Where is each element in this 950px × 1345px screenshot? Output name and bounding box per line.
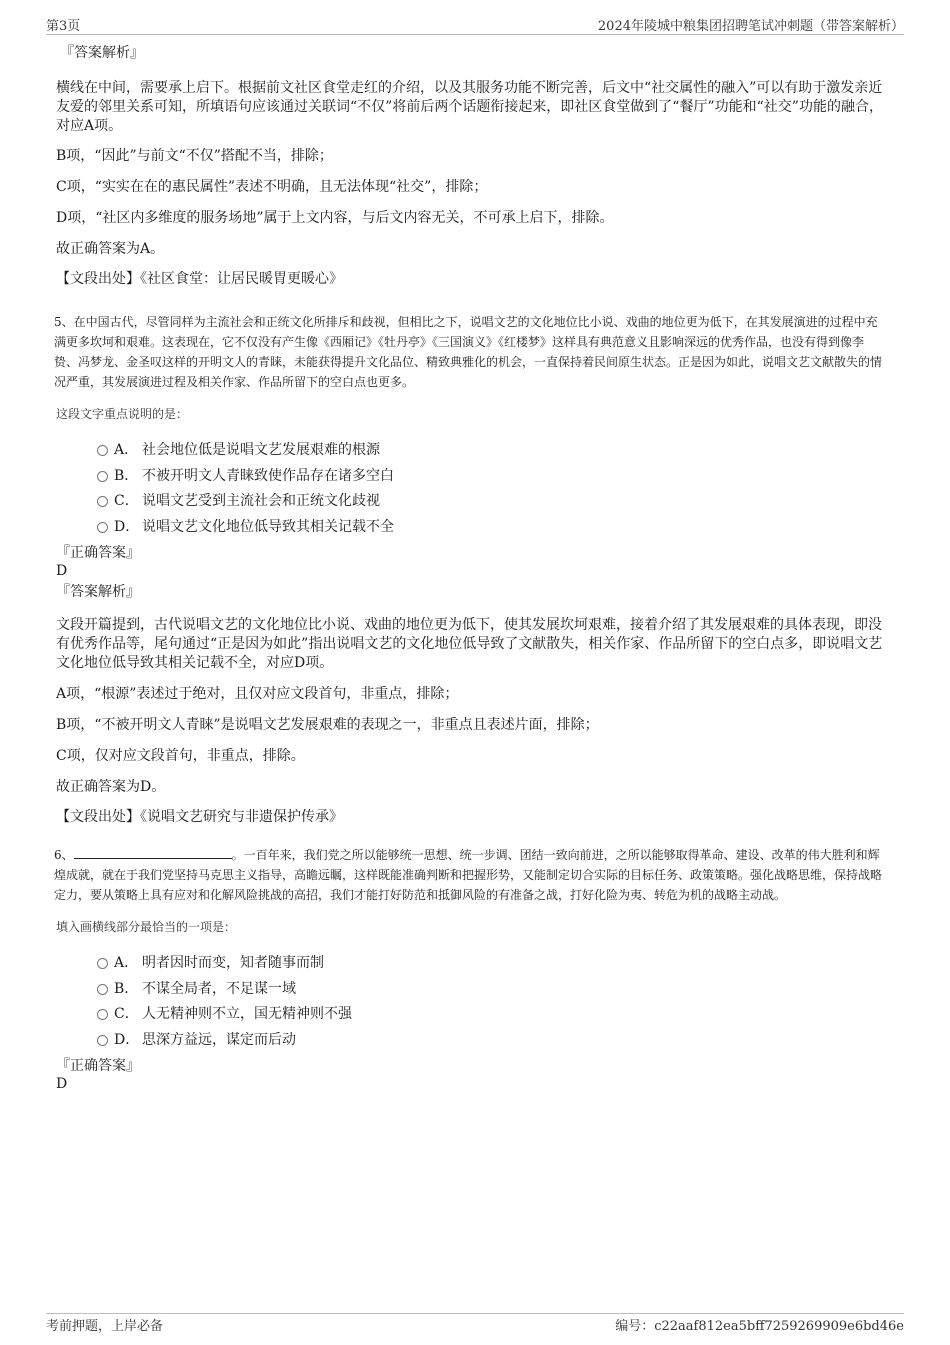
page-number: 第3页 bbox=[46, 19, 81, 34]
option-b[interactable]: B． 不谋全局者，不足谋一域 bbox=[56, 977, 884, 1003]
radio-button[interactable] bbox=[97, 522, 108, 533]
footer-slogan: 考前押题，上岸必备 bbox=[46, 1319, 164, 1334]
option-d[interactable]: D． 思深方益远，谋定而后动 bbox=[56, 1028, 884, 1054]
option-list bbox=[56, 951, 884, 1053]
analysis-option-c: C项，“实实在在的惠民属性”表述不明确，且无法体现“社交”，排除； bbox=[56, 179, 488, 195]
analysis-option-b: B项，“因此”与前文“不仅”搭配不当，排除； bbox=[56, 148, 333, 164]
text-source: 【文段出处】《说唱文艺研究与非遗保护传承》 bbox=[56, 809, 343, 825]
answer-label: 『正确答案』 bbox=[56, 545, 140, 561]
analysis-conclusion: 故正确答案为A。 bbox=[56, 241, 165, 257]
option-b[interactable]: B． 不被开明文人青睐致使作品存在诸多空白 bbox=[56, 464, 884, 490]
option-a[interactable]: A． 明者因时而变，知者随事而制 bbox=[56, 951, 884, 977]
analysis-label: 『答案解析』 bbox=[56, 584, 140, 600]
analysis-conclusion: 故正确答案为D。 bbox=[56, 779, 166, 795]
option-d[interactable]: D． 说唱文艺文化地位低导致其相关记载不全 bbox=[56, 515, 884, 541]
option-a[interactable]: A． 社会地位低是说唱文艺发展艰难的根源 bbox=[56, 438, 884, 464]
option-c[interactable]: C． 人无精神则不立，国无精神则不强 bbox=[56, 1002, 884, 1028]
analysis-text: 横线在中间，需要承上启下。根据前文社区食堂走红的介绍，以及其服务功能不断完善，后文中“社交属性的融入”可以有助于激发亲近友爱的邻里关系可知，所填语句应该通过关联词“不仅”将前后两个话题衔接起来，即社区食堂做到了“餐厅”功能和“社交”功能的融合，对应A项。 bbox=[56, 80, 883, 134]
answer-value: D bbox=[56, 1076, 68, 1092]
page-footer bbox=[46, 1313, 904, 1334]
question-4-analysis bbox=[56, 44, 884, 289]
answer-label: 『正确答案』 bbox=[56, 1058, 140, 1074]
question-number: 6、 bbox=[54, 848, 74, 862]
radio-button[interactable] bbox=[97, 958, 108, 969]
fill-blank bbox=[74, 846, 232, 859]
radio-button[interactable] bbox=[97, 984, 108, 995]
document-code: 编号：c22aaf812ea5bff7259269909e6bd46e bbox=[615, 1319, 904, 1334]
question-prompt: 这段文字重点说明的是： bbox=[56, 407, 189, 421]
text-source: 【文段出处】《社区食堂：让居民暖胃更暖心》 bbox=[56, 271, 343, 287]
analysis-label: 『答案解析』 bbox=[60, 45, 144, 61]
page-content bbox=[56, 44, 884, 1093]
radio-button[interactable] bbox=[97, 1009, 108, 1020]
option-c[interactable]: C． 说唱文艺受到主流社会和正统文化歧视 bbox=[56, 489, 884, 515]
radio-button[interactable] bbox=[97, 471, 108, 482]
answer-value: D bbox=[56, 563, 68, 579]
question-text: 5、在中国古代，尽管同样为主流社会和正统文化所排斥和歧视，但相比之下，说唱文艺的文化地位比小说、戏曲的地位更为低下，在其发展演进的过程中充满更多坎坷和艰难。这表现在，它不仅没有产生像《西厢记》《牡丹亭》《三国演义》《红楼梦》这样具有典范意义且影响深远的优秀作品，也没有得到像李贽、冯梦龙、金圣叹这样的开明文人的青睐，未能获得提升文化品位、精致典雅化的机会，一直保持着民间原生状态。正是因为如此，说唱文艺文献散失的情况严重，其发展演进过程及相关作家、作品所留下的空白点也更多。 bbox=[54, 315, 883, 389]
analysis-option-c: C项，仅对应文段首句，非重点，排除。 bbox=[56, 748, 305, 764]
radio-button[interactable] bbox=[97, 445, 108, 456]
question-prompt: 填入画横线部分最恰当的一项是： bbox=[56, 920, 237, 934]
analysis-text: 文段开篇提到，古代说唱文艺的文化地位比小说、戏曲的地位更为低下，使其发展坎坷艰难，接着介绍了其发展艰难的具体表现，即没有优秀作品等，尾句通过“正是因为如此”指出说唱文艺的文化地位低导致了文献散失，相关作家、作品所留下的空白点多，即说唱文艺文化地位低导致其相关记载不全，对应D项。 bbox=[56, 617, 883, 671]
radio-button[interactable] bbox=[97, 1035, 108, 1046]
document-title: 2024年陵城中粮集团招聘笔试冲刺题（带答案解析） bbox=[597, 19, 904, 34]
question-text: 6、 。一百年来，我们党之所以能够统一思想、统一步调、团结一致向前进，之所以能够取得革命、建设、改革的伟大胜利和辉煌成就，就在于我们党坚持马克思主义指导，高瞻远瞩，这样既能准确判断和把握形势，又能制定切合实际的目标任务、政策策略。强化战略思维，保持战略定力，要从策略上具有应对和化解风险挑战的高招，我们才能打好防范和抵御风险的有准备之战，打好化险为夷、转危为机的战略主动战。 bbox=[54, 848, 883, 902]
radio-button[interactable] bbox=[97, 496, 108, 507]
analysis-option-b: B项，“不被开明文人青睐”是说唱文艺发展艰难的表现之一，非重点且表述片面，排除； bbox=[56, 717, 599, 733]
option-list bbox=[56, 438, 884, 540]
analysis-option-a: A项，“根源”表述过于绝对，且仅对应文段首句，非重点，排除； bbox=[56, 686, 459, 702]
page-header bbox=[46, 14, 904, 35]
analysis-option-d: D项，“社区内多维度的服务场地”属于上文内容，与后文内容无关，不可承上启下，排除。 bbox=[56, 210, 614, 226]
question-5 bbox=[56, 312, 884, 827]
question-6 bbox=[56, 845, 884, 1093]
